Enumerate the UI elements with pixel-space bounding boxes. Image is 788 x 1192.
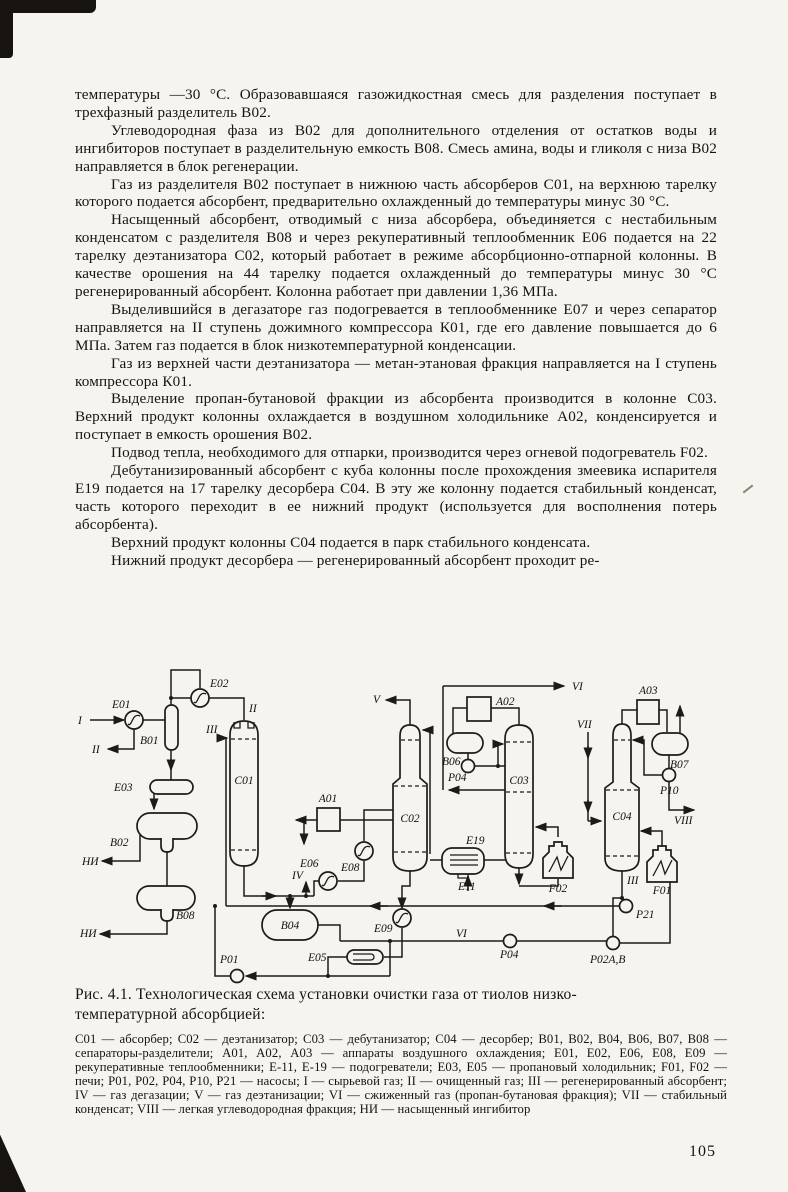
label-p01: P01 — [220, 954, 239, 966]
figure-area — [0, 655, 788, 1005]
reboiler-e19 — [442, 848, 484, 878]
stream-label-ni-lower: НИ — [80, 928, 97, 940]
figure-legend: С01 — абсорбер; С02 — деэтанизатор; С03 — дебутанизатор; С04 — десорбер; В01, В02, В04, В06, В07, В08 — сепараторы-разделители; А01, А02, А03 — аппараты воздушного охлаждения; Е01, Е02, Е06, Е08, Е09 — рекуперативные теплообменники; Е-11, Е-19 — подогреватели; Е03, Е05 — пропановый холодильник; F01, F02 — печи; Р01, Р02, Р04, Р10, Р21 — насосы; I — сырьевой газ; II — очищенный газ; III — регенерированный абсорбент; IV — газ дегазации; V — газ деэтанизации; VI — сжиженный газ (пропан-бутановая фракция); VII — стабильный конденсат; VIII — легкая углеводородная фракция; НИ — насыщенный ингибитор — [75, 1032, 727, 1117]
label-b01: B01 — [140, 735, 159, 747]
stream-label-vii: VII — [577, 719, 592, 731]
stream-label-iii-left: III — [206, 724, 218, 736]
page-number: 105 — [689, 1143, 716, 1160]
furnace-f02 — [543, 842, 573, 878]
scan-artifact-bottom — [0, 1122, 26, 1192]
label-e08: E08 — [341, 862, 360, 874]
paragraph: Углеводородная фаза из В02 для дополнительного отделения от остатков воды и ингибиторов поступает в разделительную емкость В08. Смесь амина, воды и гликоля с низа В02 направляется в блок регенерации. — [75, 121, 717, 175]
heat-exchanger-e09 — [393, 909, 411, 927]
heat-exchanger-e02 — [191, 689, 209, 707]
furnace-f01 — [647, 846, 677, 882]
label-b04: B04 — [280, 920, 300, 932]
column-c03 — [505, 725, 533, 868]
heat-exchanger-e08 — [355, 842, 373, 860]
paragraph: Выделение пропан-бутановой фракции из абсорбента производится в колонне С03. Верхний продукт колонны охлаждается в воздушном холодильнике А02, конденсируется и поступает в емкость орошения В02. — [75, 390, 717, 444]
stream-label-viii: VIII — [674, 815, 693, 827]
label-a03: A03 — [639, 685, 658, 697]
heat-exchanger-e06 — [319, 872, 337, 890]
label-e05: E05 — [308, 952, 327, 964]
label-f01: F01 — [652, 885, 672, 897]
pump-p21 — [620, 900, 633, 913]
label-a01: A01 — [318, 793, 338, 805]
chiller-e05 — [347, 950, 383, 964]
scan-artifact-top — [0, 0, 96, 13]
label-e19: E19 — [466, 835, 485, 847]
paragraph: Нижний продукт десорбера — регенерированный абсорбент проходит ре- — [111, 551, 600, 569]
scan-artifact-left — [0, 0, 13, 58]
stream-label-iv: IV — [292, 870, 303, 882]
pump-p01 — [231, 970, 244, 983]
vessel-b07 — [652, 733, 688, 755]
pump-p04-bottom — [504, 935, 517, 948]
paragraph: Газ из верхней части деэтанизатора — метан-этановая фракция направляется на I ступень компрессора К01. — [75, 354, 717, 390]
stream-label-v: V — [373, 694, 381, 706]
label-b08: B08 — [176, 910, 195, 922]
air-cooler-a01 — [317, 808, 340, 831]
label-c03: C03 — [509, 775, 529, 787]
column-c01 — [230, 721, 258, 866]
figure-caption-line2: температурной абсорбцией: — [75, 1006, 266, 1023]
label-e01: E01 — [112, 699, 131, 711]
column-c04 — [605, 724, 639, 871]
stream-label-vi-top: VI — [572, 681, 583, 693]
label-p04-top: P04 — [448, 772, 467, 784]
label-c01: C01 — [234, 775, 254, 787]
paragraph: Подвод тепла, необходимого для отпарки, производится через огневой подогреватель F02. — [111, 444, 708, 462]
paragraph: Дебутанизированный абсорбент с куба колонны после прохождения змеевика испарителя Е19 подается на 17 тарелку десорбера С04. В эту же колонну подается стабильный конденсат, часть которого переходит в ее нижний продукт (используется для восполнения потерь абсорбента). — [75, 462, 717, 533]
heat-exchanger-e01 — [125, 711, 143, 729]
column-c02 — [393, 725, 427, 871]
stream-label-iii-right: III — [627, 875, 639, 887]
paragraph: Верхний продукт колонны С04 подается в парк стабильного конденсата. — [111, 533, 591, 551]
stream-label-ii-top: II — [249, 703, 257, 715]
stream-label-vi-mid: VI — [456, 928, 467, 940]
vessel-b06 — [447, 733, 483, 753]
pump-p04-top — [462, 760, 475, 773]
label-e02: E02 — [210, 678, 229, 690]
paragraph: Газ из разделителя В02 поступает в нижнюю часть абсорберов С01, на верхнюю тарелку которого подается абсорбент, предварительно охлажденный до температуры минус 30 °С. — [75, 175, 717, 211]
stream-label-i: I — [78, 715, 82, 727]
label-f02: F02 — [548, 883, 568, 895]
process-flow-diagram — [70, 660, 730, 995]
paragraph: температуры —30 °С. Образовавшаяся газожидкостная смесь для разделения поступает в трехфазный разделитель В02. — [75, 86, 717, 121]
figure-caption-line1: Рис. 4.1. Технологическая схема установки очистки газа от тиолов низко- — [75, 986, 577, 1003]
label-p04-bottom: P04 — [500, 949, 519, 961]
label-e09: E09 — [374, 923, 393, 935]
label-c02: C02 — [400, 813, 420, 825]
vessel-b02 — [137, 813, 197, 852]
chiller-e03 — [150, 780, 193, 794]
label-c04: C04 — [612, 811, 632, 823]
stream-label-ii-left: II — [92, 744, 100, 756]
stream-label-ni-upper: НИ — [82, 856, 99, 868]
label-e03: E03 — [114, 782, 133, 794]
paragraph: Насыщенный абсорбент, отводимый с низа абсорбера, объединяется с нестабильным конденсатом с разделителя В08 и через рекуперативный теплообменник Е06 подается на 22 тарелку деэтанизатора С02, который работает в режиме абсорбционно-отпарной колонны. В качестве орошения на 44 тарелку подается охлажденный до температуры минус 30 °С регенерированный абсорбент. Колонна работает при давлении 1,36 МПа. — [75, 211, 717, 300]
label-a02: A02 — [496, 696, 515, 708]
label-e11: E11 — [458, 881, 476, 893]
label-b06: B06 — [442, 756, 461, 768]
vessel-b01 — [165, 705, 178, 750]
paragraph: Выделившийся в дегазаторе газ подогревается в теплообменнике Е07 и через сепаратор направляется на II ступень дожимного компрессора К01, где его давление повышается до 6 МПа. Затем газ подается в блок низкотемпературной конденсации. — [75, 300, 717, 354]
label-p02ab: P02A,B — [590, 954, 626, 966]
figure-caption — [75, 985, 725, 1025]
label-b02: B02 — [110, 837, 129, 849]
label-p21: P21 — [636, 909, 655, 921]
pump-p02ab — [607, 937, 620, 950]
body-text — [75, 86, 717, 569]
scan-mark — [743, 485, 754, 494]
air-cooler-a03 — [637, 700, 659, 724]
air-cooler-a02 — [467, 697, 491, 721]
label-p10: P10 — [660, 785, 679, 797]
label-b07: B07 — [670, 759, 689, 771]
label-e06: E06 — [300, 858, 319, 870]
